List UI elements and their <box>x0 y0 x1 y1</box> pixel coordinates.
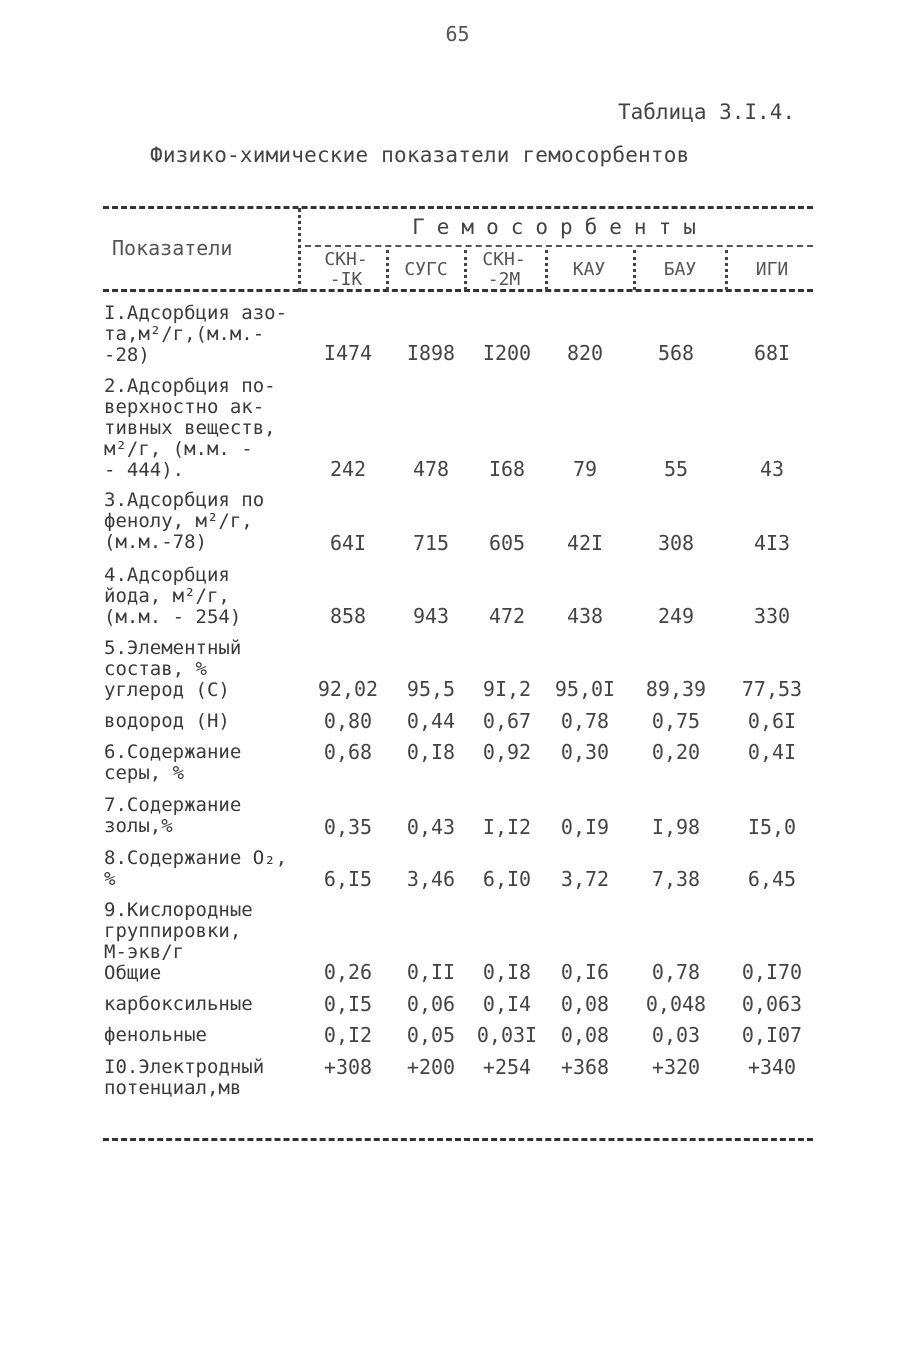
table-cell: 0,I4 <box>482 992 532 1016</box>
column-header-skn1k: СКН- -IK <box>324 249 368 290</box>
table-cell: 3,72 <box>560 867 610 891</box>
table-cell: I898 <box>406 341 456 365</box>
header-separator <box>298 208 301 292</box>
table-cell: +308 <box>323 1055 373 1079</box>
column-separator <box>464 250 467 290</box>
table-cell: 0,68 <box>323 740 373 764</box>
row-label: 4.Адсорбция йода, м²/г, (м.м. - 254) <box>104 564 242 628</box>
row-label: фенольные <box>104 1024 207 1046</box>
table-cell: 568 <box>657 341 695 365</box>
table-cell: 478 <box>412 457 450 481</box>
table-cell: 330 <box>753 604 791 628</box>
table-cell: 79 <box>572 457 598 481</box>
table-cell: 77,53 <box>741 677 803 701</box>
table-cell: 472 <box>488 604 526 628</box>
table-cell: +368 <box>560 1055 610 1079</box>
header-bottom-rule <box>103 289 813 292</box>
table-cell: 0,05 <box>406 1023 456 1047</box>
row-label: 3.Адсорбция по фенолу, м²/г, (м.м.-78) <box>104 489 265 553</box>
table-cell: 249 <box>657 604 695 628</box>
table-cell: 0,II <box>406 960 456 984</box>
column-header-igi: ИГИ <box>755 259 789 280</box>
table-cell: I68 <box>488 457 526 481</box>
table-cell: 0,063 <box>741 992 803 1016</box>
table-cell: 0,30 <box>560 740 610 764</box>
table-cell: 7,38 <box>651 867 701 891</box>
table-cell: I5,0 <box>747 815 797 839</box>
page-number: 65 <box>445 22 470 46</box>
table-cell: 68I <box>753 341 791 365</box>
table-cell: 0,78 <box>651 960 701 984</box>
table-cell: 6,45 <box>747 867 797 891</box>
row-label: 5.Элементный состав, % углерод (С) <box>104 637 242 701</box>
table-cell: 0,35 <box>323 815 373 839</box>
table-cell: 95,5 <box>406 677 456 701</box>
table-cell: 0,03I <box>476 1023 538 1047</box>
row-label: 9.Кислородные группировки, М-экв/г Общие <box>104 899 253 984</box>
table-cell: 0,I8 <box>406 740 456 764</box>
table-cell: 0,80 <box>323 709 373 733</box>
table-cell: 42I <box>566 531 604 555</box>
table-cell: +200 <box>406 1055 456 1079</box>
header-indicators: Показатели <box>112 236 233 260</box>
table-cell: +254 <box>482 1055 532 1079</box>
table-cell: 0,92 <box>482 740 532 764</box>
table-cell: 6,I0 <box>482 867 532 891</box>
table-cell: 0,I2 <box>323 1023 373 1047</box>
table-cell: 820 <box>566 341 604 365</box>
row-label: I.Адсорбция азо- та,м²/г,(м.м.- -28) <box>104 302 288 366</box>
table-cell: 0,048 <box>645 992 707 1016</box>
table-cell: 0,6I <box>747 709 797 733</box>
table-cell: 0,4I <box>747 740 797 764</box>
row-label: карбоксильные <box>104 993 253 1015</box>
column-separator <box>725 250 728 290</box>
row-label: 8.Содержание O₂, % <box>104 847 288 890</box>
table-cell: +320 <box>651 1055 701 1079</box>
table-cell: 0,I70 <box>741 960 803 984</box>
table-cell: 0,44 <box>406 709 456 733</box>
table-cell: 55 <box>663 457 689 481</box>
column-header-kau: КАУ <box>572 259 606 280</box>
table-cell: 0,03 <box>651 1023 701 1047</box>
table-cell: 92,02 <box>317 677 379 701</box>
table-cell: 9I,2 <box>482 677 532 701</box>
row-label: 2.Адсорбция по- верхностно ак- тивных веществ, м²/г, (м.м. - - 444). <box>104 375 276 481</box>
table-cell: 605 <box>488 531 526 555</box>
table-cell: +340 <box>747 1055 797 1079</box>
row-label: 6.Содержание серы, % <box>104 741 242 784</box>
row-label: водород (Н) <box>104 710 230 732</box>
table-cell: 6,I5 <box>323 867 373 891</box>
column-header-bau: БАУ <box>663 259 697 280</box>
table-cell: 3,46 <box>406 867 456 891</box>
table-label: Таблица 3.I.4. <box>617 100 795 124</box>
table-cell: 0,I5 <box>323 992 373 1016</box>
table-cell: 0,75 <box>651 709 701 733</box>
column-separator <box>545 250 548 290</box>
column-header-sugs: СУГС <box>404 259 448 280</box>
column-separator <box>386 250 389 290</box>
table-top-rule <box>103 206 813 209</box>
table-cell: 0,I9 <box>560 815 610 839</box>
table-cell: 64I <box>329 531 367 555</box>
table-cell: 0,08 <box>560 1023 610 1047</box>
table-cell: I474 <box>323 341 373 365</box>
table-cell: 0,I07 <box>741 1023 803 1047</box>
table-cell: 0,20 <box>651 740 701 764</box>
table-cell: 0,I8 <box>482 960 532 984</box>
table-cell: 0,67 <box>482 709 532 733</box>
table-cell: 242 <box>329 457 367 481</box>
table-cell: I200 <box>482 341 532 365</box>
table-cell: 95,0I <box>554 677 616 701</box>
table-cell: 0,43 <box>406 815 456 839</box>
table-cell: 0,I6 <box>560 960 610 984</box>
table-cell: I,98 <box>651 815 701 839</box>
row-label: I0.Электродный потенциал,мв <box>104 1056 265 1099</box>
table-cell: 308 <box>657 531 695 555</box>
table-cell: I,I2 <box>482 815 532 839</box>
header-group: Гемосорбенты <box>412 215 708 239</box>
table-cell: 0,78 <box>560 709 610 733</box>
table-cell: 943 <box>412 604 450 628</box>
column-header-skn2m: СКН- -2M <box>482 249 526 290</box>
table-title: Физико-химические показатели гемосорбентов <box>150 143 690 167</box>
header-mid-rule <box>305 245 813 247</box>
table-cell: 89,39 <box>645 677 707 701</box>
table-cell: 0,06 <box>406 992 456 1016</box>
table-cell: 43 <box>759 457 785 481</box>
table-cell: 715 <box>412 531 450 555</box>
table-bottom-rule <box>103 1138 813 1141</box>
row-label: 7.Содержание золы,% <box>104 794 242 837</box>
column-separator <box>633 250 636 290</box>
table-cell: 438 <box>566 604 604 628</box>
table-cell: 0,26 <box>323 960 373 984</box>
table-cell: 0,08 <box>560 992 610 1016</box>
table-cell: 858 <box>329 604 367 628</box>
table-cell: 4I3 <box>753 531 791 555</box>
